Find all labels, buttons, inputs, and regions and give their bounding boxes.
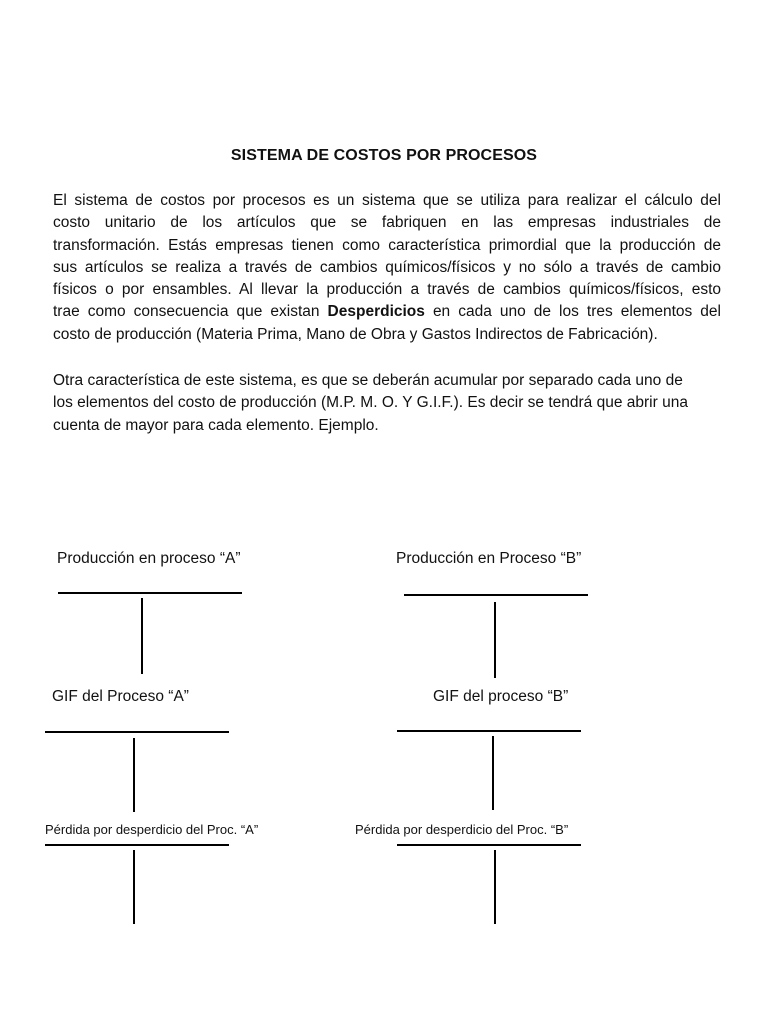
t-account-loss-b-top-line — [397, 844, 581, 846]
line-6-text-before: trae como consecuencia que existan — [53, 303, 328, 321]
t-account-prod-a-stem — [141, 598, 143, 674]
t-account-gif-b-label: GIF del proceso “B” — [433, 688, 569, 705]
t-account-prod-b-stem — [494, 602, 496, 678]
paragraph-1-line-4: sus artículos se realiza a través de cambios químicos/físicos y no sólo a través de cambio — [53, 258, 721, 276]
document-title: SISTEMA DE COSTOS POR PROCESOS — [230, 147, 538, 164]
paragraph-2-line-3: cuenta de mayor para cada elemento. Ejemplo. — [53, 416, 379, 434]
paragraph-1-line-7: costo de producción (Materia Prima, Mano de Obra y Gastos Indirectos de Fabricación). — [53, 325, 658, 343]
paragraph-1 — [53, 190, 721, 346]
t-account-loss-b-label: Pérdida por desperdicio del Proc. “B” — [355, 822, 569, 837]
line-6-text-after: en cada uno de los tres elementos del — [424, 303, 721, 321]
t-account-loss-b-stem — [494, 850, 496, 924]
paragraph-2-line-1: Otra característica de este sistema, es que se deberán acumular por separado cada uno de — [53, 372, 683, 389]
t-account-loss-a-stem — [133, 850, 135, 924]
t-account-gif-a-label: GIF del Proceso “A” — [52, 688, 189, 705]
t-account-prod-a-label: Producción en proceso “A” — [57, 550, 241, 567]
t-account-loss-a-top-line — [45, 844, 229, 846]
t-account-gif-a-top-line — [45, 731, 229, 733]
t-account-prod-b-top-line — [404, 594, 588, 596]
paragraph-2 — [53, 370, 721, 437]
paragraph-1-line-2: costo unitario de los artículos que se fabriquen en las empresas industriales de — [53, 214, 721, 232]
t-account-gif-b-top-line — [397, 730, 581, 732]
paragraph-1-line-6 — [53, 301, 721, 323]
t-account-prod-b-label: Producción en Proceso “B” — [396, 550, 582, 567]
paragraph-2-line-2: los elementos del costo de producción (M.P. M. O. Y G.I.F.). Es decir se tendrá que abrir una — [53, 394, 688, 412]
paragraph-1-line-1: El sistema de costos por procesos es un sistema que se utiliza para realizar el cálculo del — [53, 192, 721, 209]
t-account-gif-a-stem — [133, 738, 135, 812]
t-account-loss-a-label: Pérdida por desperdicio del Proc. “A” — [45, 822, 259, 837]
paragraph-1-line-3: transformación. Estás empresas tienen como característica primordial que la producción de — [53, 236, 721, 254]
desperdicios-bold: Desperdicios — [327, 303, 425, 321]
paragraph-1-line-5: físicos o por ensambles. Al llevar la producción a través de cambios químicos/físicos, esto — [53, 281, 721, 299]
t-account-gif-b-stem — [492, 736, 494, 810]
t-account-prod-a-top-line — [58, 592, 242, 594]
